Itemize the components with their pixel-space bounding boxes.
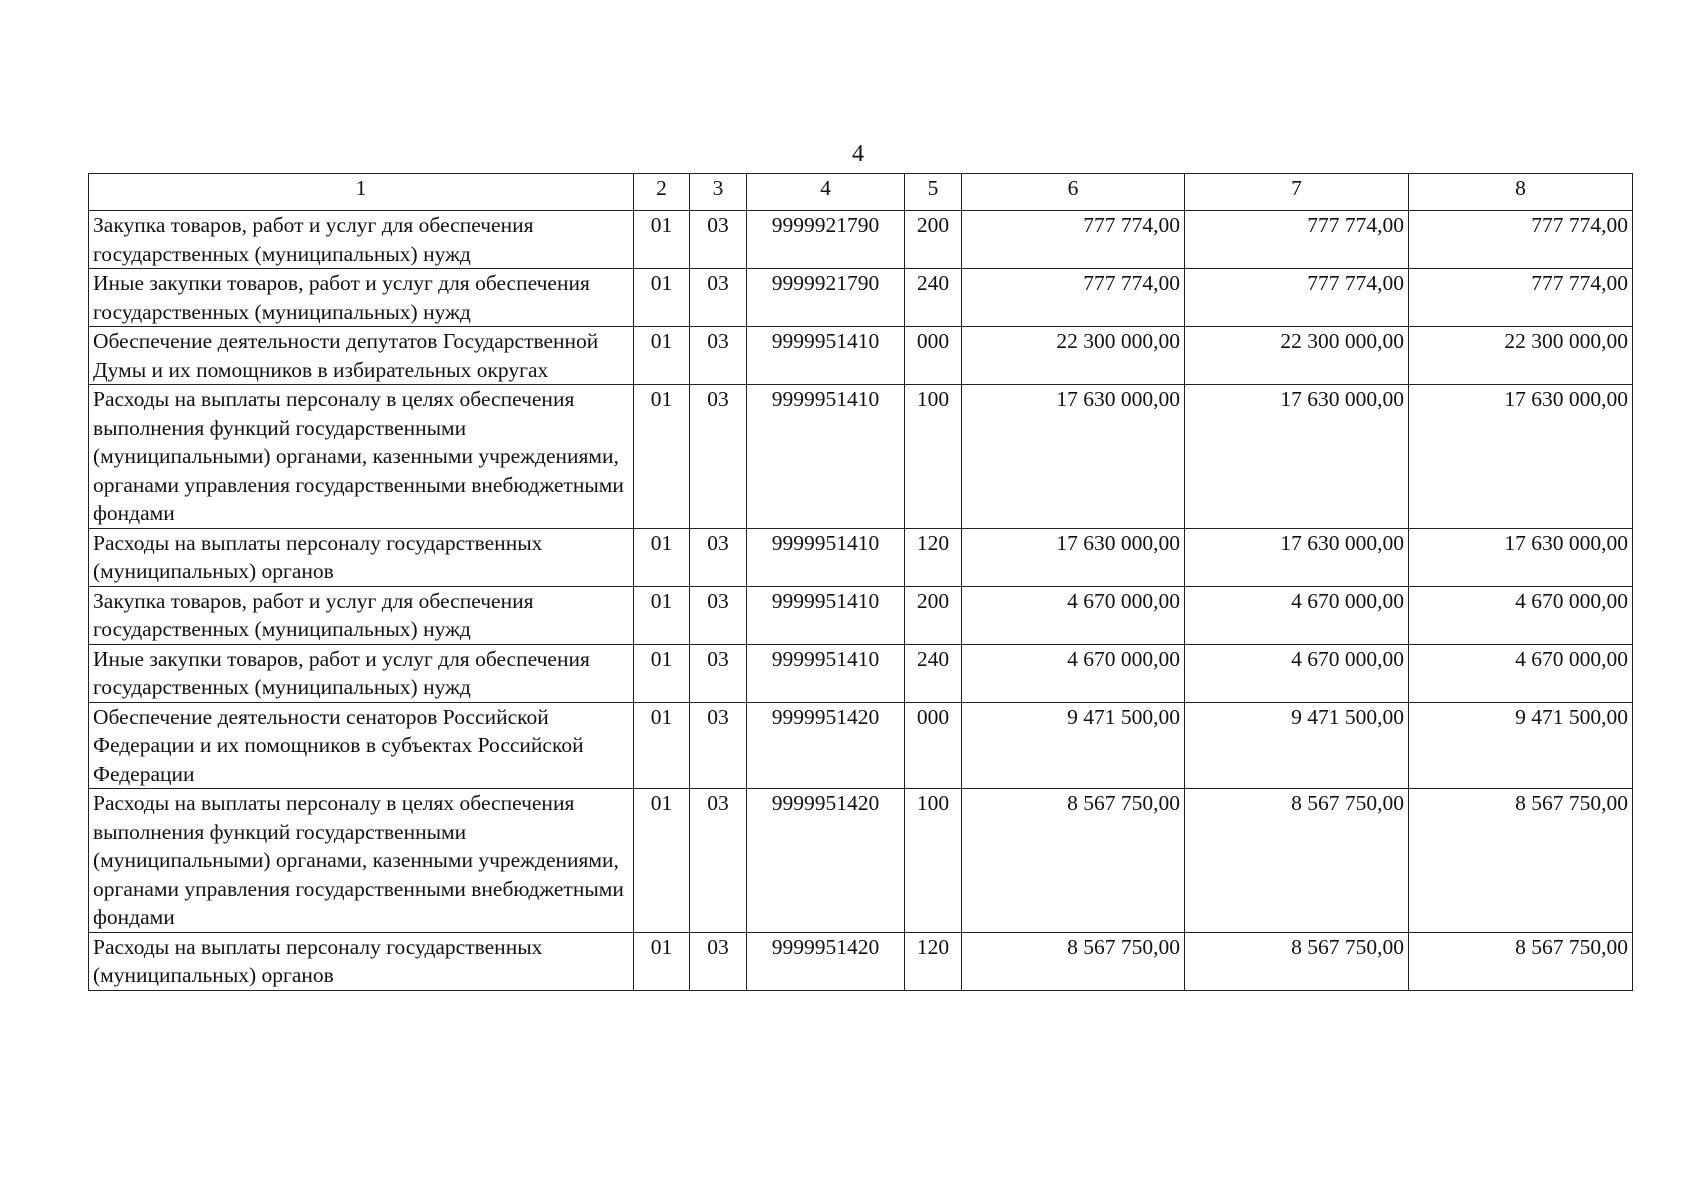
amount-col7-cell: 9 471 500,00 — [1185, 702, 1409, 789]
expense-type-cell: 240 — [905, 644, 962, 702]
section-code-cell: 01 — [634, 702, 690, 789]
amount-col8-cell: 8 567 750,00 — [1409, 932, 1633, 990]
section-code-cell: 01 — [634, 211, 690, 269]
amount-col7-cell: 4 670 000,00 — [1185, 644, 1409, 702]
amount-col7-cell: 17 630 000,00 — [1185, 528, 1409, 586]
expense-type-cell: 120 — [905, 528, 962, 586]
amount-col6-cell: 17 630 000,00 — [962, 385, 1185, 529]
amount-col7-cell: 22 300 000,00 — [1185, 327, 1409, 385]
table-row — [89, 932, 1633, 990]
column-header-5: 5 — [905, 174, 962, 211]
expense-type-cell: 120 — [905, 932, 962, 990]
amount-col8-cell: 4 670 000,00 — [1409, 586, 1633, 644]
subsection-code-cell: 03 — [690, 269, 747, 327]
subsection-code-cell: 03 — [690, 932, 747, 990]
column-header-3: 3 — [690, 174, 747, 211]
subsection-code-cell: 03 — [690, 644, 747, 702]
target-article-cell: 9999951410 — [747, 385, 905, 529]
subsection-code-cell: 03 — [690, 385, 747, 529]
expense-type-cell: 100 — [905, 789, 962, 933]
amount-col7-cell: 777 774,00 — [1185, 211, 1409, 269]
section-code-cell: 01 — [634, 327, 690, 385]
section-code-cell: 01 — [634, 932, 690, 990]
amount-col8-cell: 777 774,00 — [1409, 269, 1633, 327]
table-row — [89, 702, 1633, 789]
expense-name-cell: Обеспечение деятельности депутатов Государственной Думы и их помощников в избирательных округах — [89, 327, 634, 385]
table-row — [89, 586, 1633, 644]
table-row — [89, 644, 1633, 702]
expense-type-cell: 100 — [905, 385, 962, 529]
table-row — [89, 211, 1633, 269]
amount-col7-cell: 8 567 750,00 — [1185, 932, 1409, 990]
page-number: 4 — [852, 141, 864, 167]
expense-name-cell: Расходы на выплаты персоналу государственных (муниципальных) органов — [89, 932, 634, 990]
column-header-6: 6 — [962, 174, 1185, 211]
amount-col7-cell: 777 774,00 — [1185, 269, 1409, 327]
amount-col6-cell: 17 630 000,00 — [962, 528, 1185, 586]
amount-col7-cell: 8 567 750,00 — [1185, 789, 1409, 933]
section-code-cell: 01 — [634, 789, 690, 933]
expense-name-cell: Иные закупки товаров, работ и услуг для обеспечения государственных (муниципальных) нужд — [89, 269, 634, 327]
expense-type-cell: 000 — [905, 702, 962, 789]
table-row — [89, 789, 1633, 933]
budget-table — [88, 173, 1633, 991]
expense-name-cell: Расходы на выплаты персоналу государственных (муниципальных) органов — [89, 528, 634, 586]
amount-col6-cell: 8 567 750,00 — [962, 789, 1185, 933]
amount-col6-cell: 4 670 000,00 — [962, 586, 1185, 644]
expense-name-cell: Обеспечение деятельности сенаторов Российской Федерации и их помощников в субъектах Российской Федерации — [89, 702, 634, 789]
amount-col6-cell: 777 774,00 — [962, 211, 1185, 269]
header-row — [89, 174, 1633, 211]
table-row — [89, 528, 1633, 586]
table-row — [89, 385, 1633, 529]
column-header-4: 4 — [747, 174, 905, 211]
amount-col6-cell: 9 471 500,00 — [962, 702, 1185, 789]
target-article-cell: 9999951420 — [747, 789, 905, 933]
subsection-code-cell: 03 — [690, 586, 747, 644]
expense-name-cell: Расходы на выплаты персоналу в целях обеспечения выполнения функций государственными (муниципальными) органами, казенными учреждениями, органами управления государственными внебюджетными фондами — [89, 385, 634, 529]
target-article-cell: 9999951410 — [747, 327, 905, 385]
section-code-cell: 01 — [634, 528, 690, 586]
amount-col6-cell: 22 300 000,00 — [962, 327, 1185, 385]
subsection-code-cell: 03 — [690, 789, 747, 933]
expense-name-cell: Расходы на выплаты персоналу в целях обеспечения выполнения функций государственными (муниципальными) органами, казенными учреждениями, органами управления государственными внебюджетными фондами — [89, 789, 634, 933]
amount-col8-cell: 777 774,00 — [1409, 211, 1633, 269]
expense-name-cell: Закупка товаров, работ и услуг для обеспечения государственных (муниципальных) нужд — [89, 586, 634, 644]
amount-col7-cell: 17 630 000,00 — [1185, 385, 1409, 529]
expense-type-cell: 240 — [905, 269, 962, 327]
section-code-cell: 01 — [634, 385, 690, 529]
target-article-cell: 9999951420 — [747, 932, 905, 990]
amount-col8-cell: 9 471 500,00 — [1409, 702, 1633, 789]
column-header-1: 1 — [89, 174, 634, 211]
amount-col8-cell: 4 670 000,00 — [1409, 644, 1633, 702]
column-header-7: 7 — [1185, 174, 1409, 211]
subsection-code-cell: 03 — [690, 327, 747, 385]
section-code-cell: 01 — [634, 586, 690, 644]
target-article-cell: 9999951410 — [747, 528, 905, 586]
amount-col8-cell: 17 630 000,00 — [1409, 385, 1633, 529]
subsection-code-cell: 03 — [690, 211, 747, 269]
expense-type-cell: 000 — [905, 327, 962, 385]
target-article-cell: 9999951420 — [747, 702, 905, 789]
table-row — [89, 269, 1633, 327]
table-row — [89, 327, 1633, 385]
amount-col7-cell: 4 670 000,00 — [1185, 586, 1409, 644]
amount-col6-cell: 4 670 000,00 — [962, 644, 1185, 702]
amount-col8-cell: 8 567 750,00 — [1409, 789, 1633, 933]
amount-col8-cell: 17 630 000,00 — [1409, 528, 1633, 586]
target-article-cell: 9999921790 — [747, 211, 905, 269]
column-header-2: 2 — [634, 174, 690, 211]
amount-col6-cell: 8 567 750,00 — [962, 932, 1185, 990]
expense-type-cell: 200 — [905, 211, 962, 269]
subsection-code-cell: 03 — [690, 528, 747, 586]
target-article-cell: 9999921790 — [747, 269, 905, 327]
amount-col8-cell: 22 300 000,00 — [1409, 327, 1633, 385]
expense-name-cell: Закупка товаров, работ и услуг для обеспечения государственных (муниципальных) нужд — [89, 211, 634, 269]
subsection-code-cell: 03 — [690, 702, 747, 789]
expense-name-cell: Иные закупки товаров, работ и услуг для обеспечения государственных (муниципальных) нужд — [89, 644, 634, 702]
target-article-cell: 9999951410 — [747, 644, 905, 702]
section-code-cell: 01 — [634, 644, 690, 702]
section-code-cell: 01 — [634, 269, 690, 327]
expense-type-cell: 200 — [905, 586, 962, 644]
target-article-cell: 9999951410 — [747, 586, 905, 644]
amount-col6-cell: 777 774,00 — [962, 269, 1185, 327]
column-header-8: 8 — [1409, 174, 1633, 211]
